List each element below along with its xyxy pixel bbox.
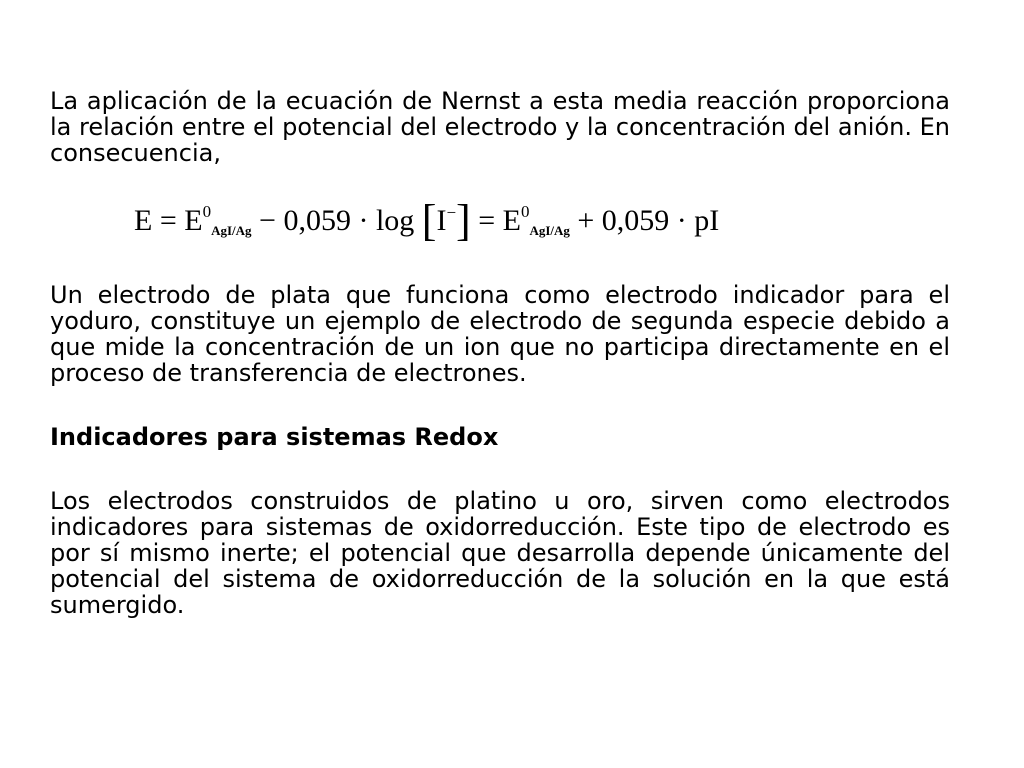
paragraph-nernst-intro: La aplicación de la ecuación de Nernst a esta media reacción proporciona la relación entre el potencial del electrodo y la concentración del anión. En consecuencia,: [50, 87, 950, 167]
equation-superscript-zero-1: 0: [202, 202, 212, 221]
equation-lhs: E = E: [134, 204, 203, 237]
paragraph-redox-electrodes: Los electrodos construidos de platino u oro, sirven como electrodos indicadores para sistemas de oxidorreducción. Este tipo de electrodo es por sí mismo inerte; el potencial que desarrolla depende únicamente del potencial del sistema de oxidorreducción de la solución en la que está sumergido.: [50, 487, 950, 619]
slide-content: [50, 88, 950, 618]
equation-subscript-1: AgI/Ag: [211, 223, 252, 238]
equation-ion: I: [436, 204, 447, 237]
paragraph-silver-electrode: Un electrodo de plata que funciona como electrodo indicador para el yoduro, constituye un ejemplo de electrodo de segunda especie debido a que mide la concentración de un ion que no participa directamente en el proceso de transferencia de electrones.: [50, 281, 950, 387]
equation-term-1: − 0,059 · log: [251, 204, 422, 237]
equation-ion-charge: −: [446, 203, 457, 222]
equation-subscript-2: AgI/Ag: [529, 223, 570, 238]
equation-close-bracket: ]: [456, 196, 471, 245]
equation-equals: = E: [470, 204, 521, 237]
equation-term-2: + 0,059 · pI: [569, 204, 720, 237]
equation-superscript-zero-2: 0: [520, 202, 530, 221]
nernst-equation: [134, 192, 950, 244]
section-heading-redox: Indicadores para sistemas Redox: [50, 423, 499, 451]
equation-open-bracket: [: [421, 196, 437, 245]
